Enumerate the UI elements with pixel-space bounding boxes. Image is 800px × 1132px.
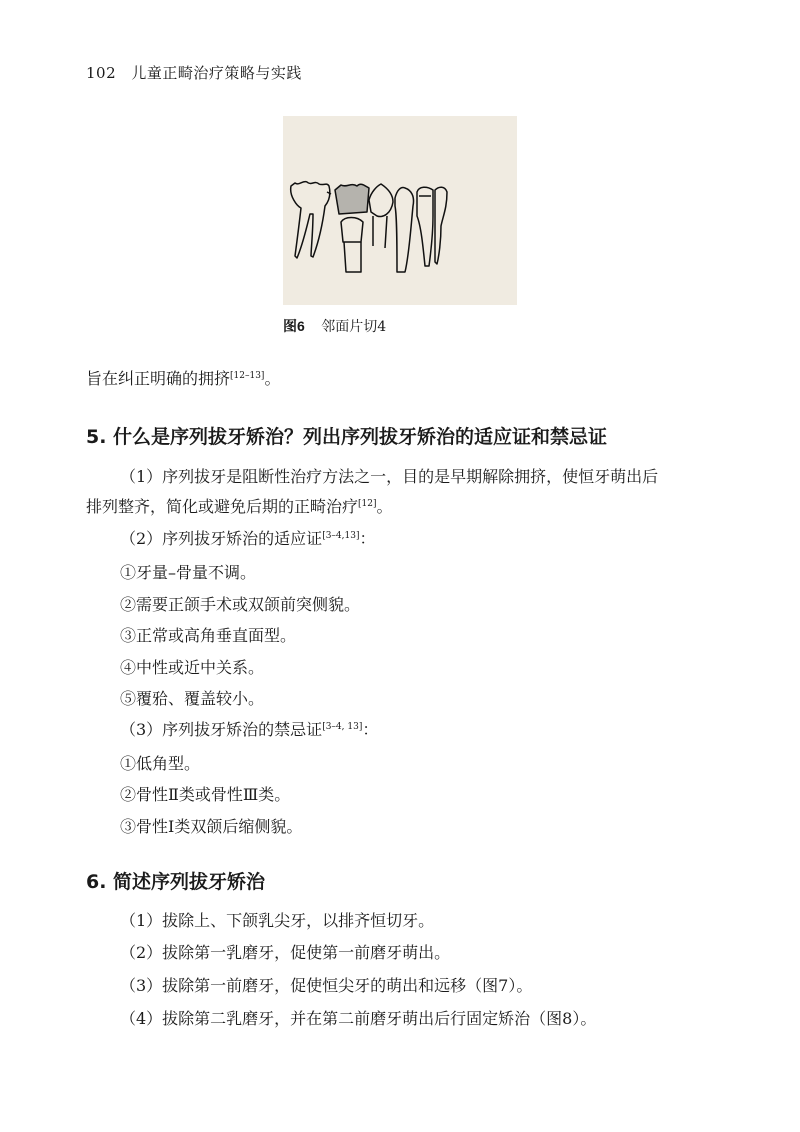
reference-mark: [3–4,13] (322, 531, 360, 541)
book-title: 儿童正畸治疗策略与实践 (131, 64, 302, 82)
reference-mark: [12–13] (230, 371, 265, 381)
figure-6-image (283, 116, 517, 305)
list-item: ②需要正颌手术或双颌前突侧貌。 (120, 595, 361, 614)
list-item: ⑤覆𬌗、覆盖较小。 (120, 689, 265, 708)
list-item: ②骨性Ⅱ类或骨性Ⅲ类。 (120, 785, 291, 804)
list-item: ①低角型。 (120, 754, 201, 773)
p1-line2-text: 排列整齐，简化或避免后期的正畸治疗 (86, 497, 359, 516)
list-item: ④中性或近中关系。 (120, 658, 265, 677)
indications-title (120, 529, 376, 549)
section-6-heading: 6. 简述序列拔牙矫治 (86, 871, 266, 893)
punctuation: 。 (264, 369, 281, 388)
list-item: （4）拔除第二乳磨牙，并在第二前磨牙萌出后行固定矫治（图8）。 (120, 1009, 597, 1028)
page-number: 102 (86, 64, 117, 82)
figure-caption-text: 邻面片切4 (321, 319, 387, 335)
reference-mark: [3–4, 13] (322, 722, 363, 732)
list-item: （2）拔除第一乳磨牙，促使第一前磨牙萌出。 (120, 943, 451, 962)
indications-title-text: （2）序列拔牙矫治的适应证 (120, 529, 323, 548)
running-head (86, 62, 302, 83)
reference-mark: [12] (358, 499, 377, 509)
intro-tail-text: 旨在纠正明确的拥挤 (86, 369, 231, 388)
figure-6-caption (283, 316, 386, 336)
punctuation: ： (359, 529, 376, 548)
list-item: ①牙量–骨量不调。 (120, 563, 257, 582)
list-item: ③骨性Ⅰ类双颌后缩侧貌。 (120, 817, 303, 836)
list-item: （3）拔除第一前磨牙，促使恒尖牙的萌出和远移（图7）。 (120, 976, 533, 995)
punctuation: ： (362, 720, 379, 739)
list-item: （1）拔除上、下颌乳尖牙，以排齐恒切牙。 (120, 911, 435, 930)
figure-label: 图6 (283, 318, 305, 334)
intro-tail-paragraph (86, 369, 280, 389)
section-5-p1-line2 (86, 497, 393, 517)
contra-title-text: （3）序列拔牙矫治的禁忌证 (120, 720, 323, 739)
section-5-p1-line1: （1）序列拔牙是阻断性治疗方法之一，目的是早期解除拥挤，使恒牙萌出后 (120, 467, 659, 486)
punctuation: 。 (376, 497, 393, 516)
list-item: ③正常或高角垂直面型。 (120, 626, 297, 645)
section-5-heading: 5. 什么是序列拔牙矫治？列出序列拔牙矫治的适应证和禁忌证 (86, 426, 608, 448)
contraindications-title (120, 720, 378, 740)
tooth-illustration (283, 116, 517, 305)
